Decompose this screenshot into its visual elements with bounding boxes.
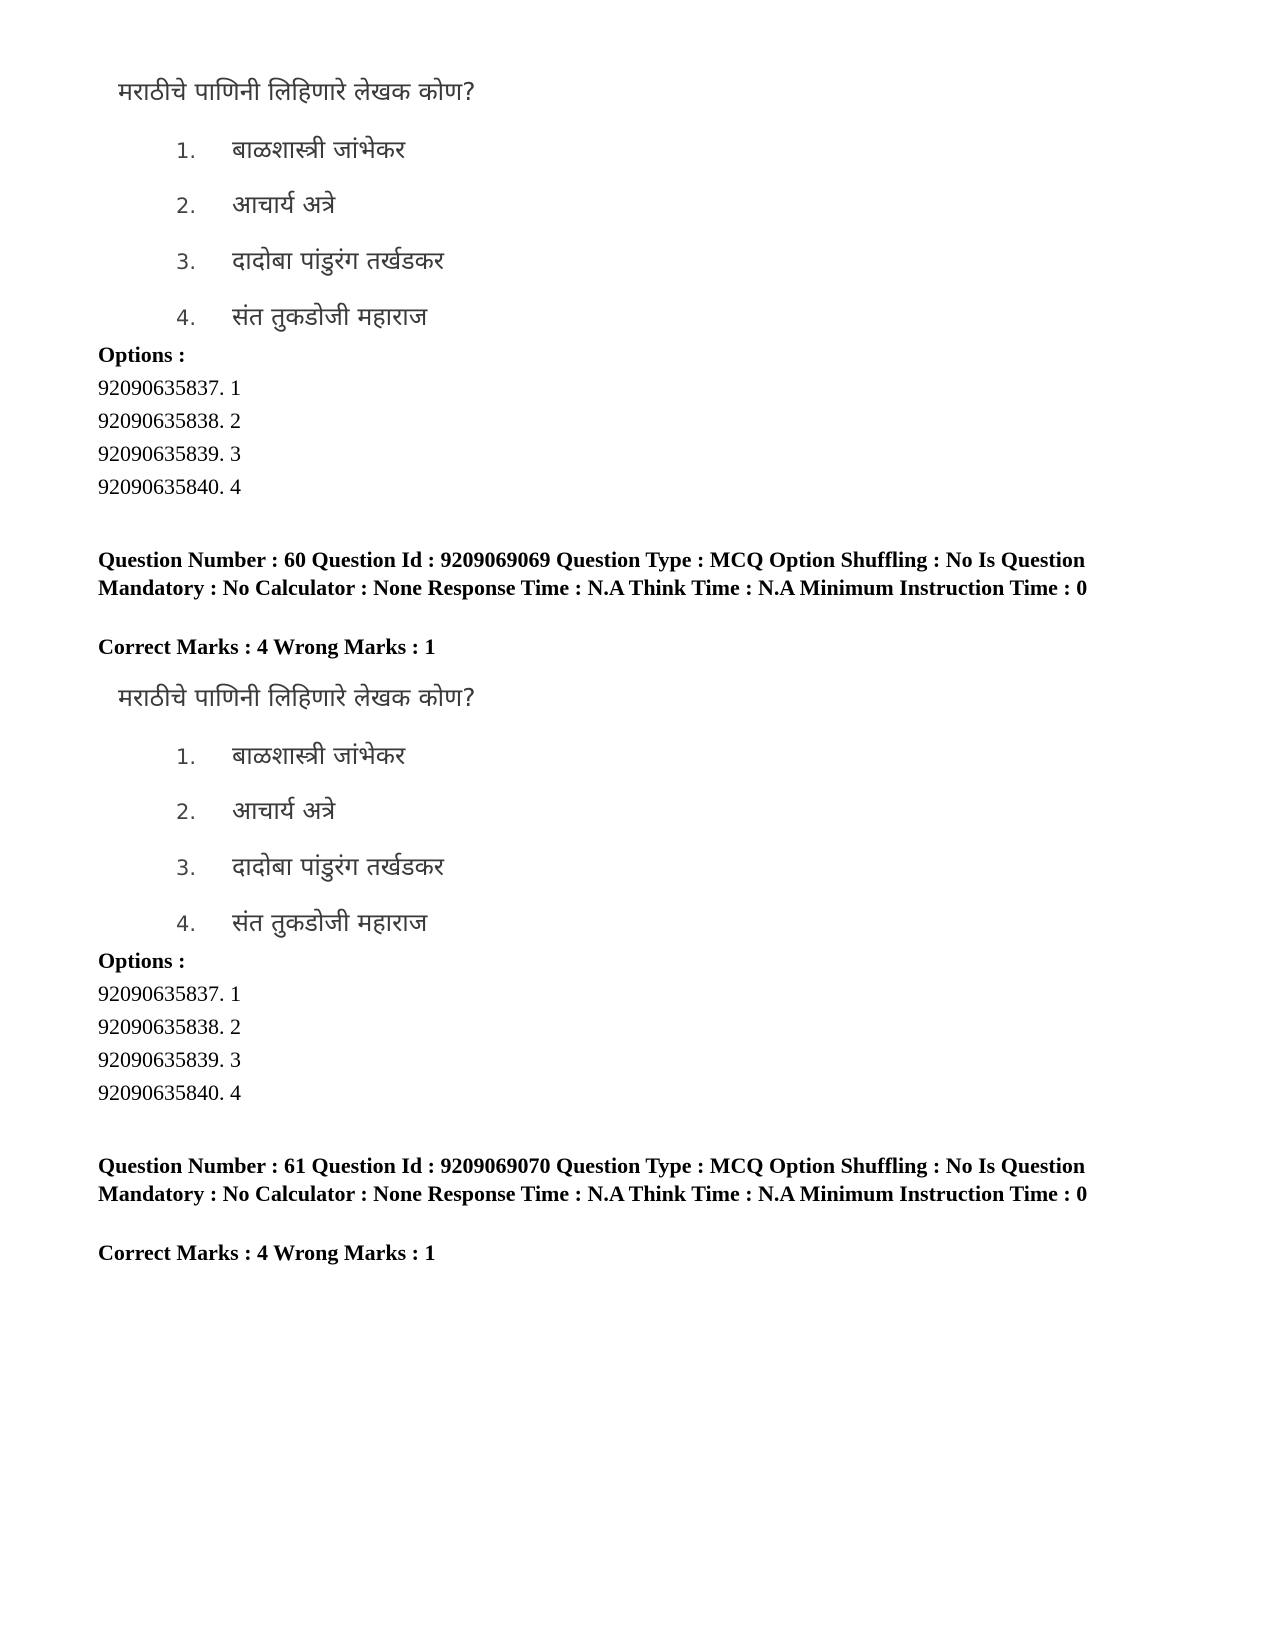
option-line: 92090635837. 1 [98,981,241,1006]
choice-text: दादोबा पांडुरंग तर्खडकर [232,246,444,275]
choice-text: संत तुकडोजी महाराज [232,302,428,331]
question-marks: Correct Marks : 4 Wrong Marks : 1 [98,1240,436,1265]
choice-number: 1. [176,745,197,769]
choice-text: आचार्य अत्रे [232,796,336,825]
question-text: मराठीचे पाणिनी लिहिणारे लेखक कोण? [118,77,476,106]
choice-text: दादोबा पांडुरंग तर्खडकर [232,852,444,881]
choice-number: 2. [176,194,197,218]
option-line: 92090635840. 4 [98,1080,241,1105]
choice-item [176,299,427,333]
choice-item [176,738,405,772]
choice-text: बाळशास्त्री जांभेकर [232,741,406,770]
question-meta: Question Number : 60 Question Id : 9209069069 Question Type : MCQ Option Shuffling : No Is Question Mandatory : No Calculator : None Response Time : N.A Think Time : N.A Minimum Instruction Time : 0 [98,547,1088,600]
option-line: 92090635840. 4 [98,474,241,499]
choice-item [176,905,427,939]
question-marks: Correct Marks : 4 Wrong Marks : 1 [98,634,436,659]
option-line: 92090635837. 1 [98,375,241,400]
option-line: 92090635838. 2 [98,1014,241,1039]
choice-number: 1. [176,139,197,163]
choice-number: 2. [176,800,197,824]
choice-text: बाळशास्त्री जांभेकर [232,135,406,164]
choice-number: 3. [176,250,197,274]
question-text: मराठीचे पाणिनी लिहिणारे लेखक कोण? [118,683,476,712]
choice-item [176,243,444,277]
choice-text: संत तुकडोजी महाराज [232,908,428,937]
choice-item [176,849,444,883]
choice-number: 4. [176,306,197,330]
option-line: 92090635838. 2 [98,408,241,433]
choice-number: 4. [176,912,197,936]
option-line: 92090635839. 3 [98,1047,241,1072]
option-line: 92090635839. 3 [98,441,241,466]
choice-item [176,187,335,221]
options-label: Options : [98,948,186,973]
choice-item [176,793,335,827]
choice-item [176,132,405,166]
options-label: Options : [98,342,186,367]
choice-number: 3. [176,856,197,880]
choice-text: आचार्य अत्रे [232,190,336,219]
question-meta: Question Number : 61 Question Id : 9209069070 Question Type : MCQ Option Shuffling : No Is Question Mandatory : No Calculator : None Response Time : N.A Think Time : N.A Minimum Instruction Time : 0 [98,1153,1088,1206]
